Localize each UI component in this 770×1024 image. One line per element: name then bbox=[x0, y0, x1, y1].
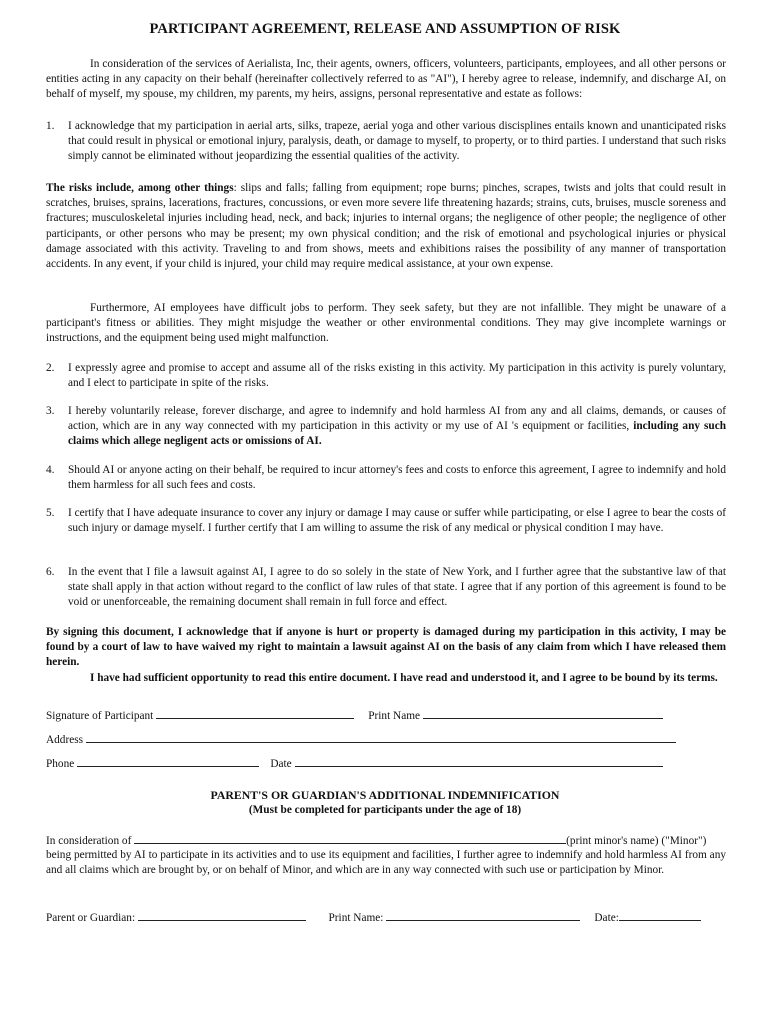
clause-3-text: I hereby voluntarily release, forever discharge, and agree to indemnify and hold harmless AI from any and all claims, demands, or causes of action, which are in any way connected with my participation in this activity or my use of AI 's equipment or facilities, bbox=[68, 405, 726, 433]
guardian-date-field[interactable] bbox=[619, 909, 701, 921]
clause-number: 4. bbox=[46, 464, 55, 476]
address-field[interactable] bbox=[86, 731, 676, 743]
address-row bbox=[46, 731, 726, 748]
address-label: Address bbox=[46, 734, 84, 746]
clause-text: I acknowledge that my participation in aerial arts, silks, trapeze, aerial yoga and other various discisplines entails known and unanticipated risks that could result in physical or emotional injury, paralysis, death, or damage to myself, to property, or to third parties. I understand that such risks simply cannot be eliminated without jeopardizing the essential qualities of the activity. bbox=[68, 120, 726, 163]
phone-row bbox=[46, 755, 726, 772]
risks-paragraph bbox=[46, 181, 726, 272]
clause-4 bbox=[46, 463, 726, 493]
date-label: Date bbox=[270, 758, 292, 770]
clause-text: I certify that I have adequate insurance to cover any injury or damage I may cause or suffer while participating, or else I agree to bear the costs of such injury or damage myself. I further certify that I am willing to assume the risk of any medical or physical condition I may have. bbox=[68, 507, 726, 535]
phone-field[interactable] bbox=[77, 755, 259, 767]
guardian-subheading: (Must be completed for participants under the age of 18) bbox=[248, 804, 522, 816]
clause-6 bbox=[46, 565, 726, 611]
acknowledgement-paragraph: By signing this document, I acknowledge that if anyone is hurt or property is damaged during my participation in this activity, I may be found by a court of law to have waived my right to maintain a lawsuit against AI on the basis of any claim from which I have released them herein. bbox=[46, 626, 726, 669]
date-field[interactable] bbox=[295, 755, 663, 767]
clause-3 bbox=[46, 404, 726, 450]
phone-label: Phone bbox=[46, 758, 75, 770]
terms-paragraph: I have had sufficient opportunity to read this entire document. I have read and understood it, and I agree to be bound by its terms. bbox=[90, 672, 718, 684]
clause-text: In the event that I file a lawsuit against AI, I agree to do so solely in the state of New York, and I further agree that the substantive law of that state shall apply in that action without regard to the conflict of law rules of that state. I agree that if any portion of this agreement is found to be void or unenforceable, the remaining document shall remain in full force and effect. bbox=[68, 566, 726, 609]
clause-3-bold: including any such claims which allege negligent acts or omissions of AI. bbox=[68, 420, 726, 448]
risks-text: : slips and falls; falling from equipment; rope burns; pinches, scrapes, twists and jolts that could result in scratches, bruises, sprains, lacerations, fractures, concussions, or even more severe life threatening hazards; strains, cuts, bruises, muscle soreness and fractures; musculoskeletal injuries including head, neck, and back; injuries to internal organs; the negligence of other people; the negligence of other participants, or other persons who may be present; my own physical condition; and the risk of emotional and psychological injuries or physical damage associated with this activity. Traveling to and from shows, meets and exhibitions raises the possibility of any manner of transportation accidents. In any event, if your child is injured, your child may require medical assistance, at your own expense. bbox=[46, 182, 726, 271]
guardian-signature-row bbox=[46, 909, 726, 926]
clause-number: 3. bbox=[46, 405, 55, 417]
guardian-print-name-field[interactable] bbox=[386, 909, 580, 921]
guardian-date-label: Date: bbox=[594, 912, 619, 924]
print-name-label: Print Name bbox=[368, 710, 421, 722]
minor-name-field[interactable] bbox=[134, 832, 566, 844]
signature-field[interactable] bbox=[156, 707, 354, 719]
parent-signature-field[interactable] bbox=[138, 909, 306, 921]
clause-2 bbox=[46, 361, 726, 391]
clause-text bbox=[68, 404, 726, 450]
risks-lead: The risks include, among other things bbox=[46, 182, 234, 194]
clause-1 bbox=[46, 119, 726, 165]
print-name-field[interactable] bbox=[423, 707, 663, 719]
clause-text: I expressly agree and promise to accept and assume all of the risks existing in this activity. My participation in this activity is purely voluntary, and I elect to participate in spite of the risks. bbox=[68, 362, 726, 390]
guardian-paragraph: being permitted by AI to participate in its activities and to use its equipment and facilities, I further agree to indemnify and hold harmless AI from any and all claims which are brought by, or on behalf of Minor, and which are in any way connected with such use or participation by Minor. bbox=[46, 849, 726, 877]
minor-name-row bbox=[46, 832, 726, 849]
document-title: PARTICIPANT AGREEMENT, RELEASE AND ASSUMPTION OF RISK bbox=[149, 21, 621, 37]
parent-label: Parent or Guardian: bbox=[46, 912, 136, 924]
clause-text: Should AI or anyone acting on their behalf, be required to incur attorney's fees and costs to enforce this agreement, I agree to indemnify and hold them harmless for all such fees and costs. bbox=[68, 464, 726, 492]
intro-paragraph: In consideration of the services of Aerialista, Inc, their agents, owners, officers, volunteers, participants, employees, and all other persons or entities acting in any capacity on their behalf (hereinafter collectively referred to as "AI"), I hereby agree to release, indemnify, and discharge AI, on behalf of myself, my spouse, my children, my parents, my heirs, assigns, personal representative and estate as follows: bbox=[46, 58, 726, 101]
guardian-print-name-label: Print Name: bbox=[328, 912, 384, 924]
signature-row bbox=[46, 707, 726, 724]
signature-label: Signature of Participant bbox=[46, 710, 154, 722]
clause-number: 2. bbox=[46, 362, 55, 374]
clause-number: 5. bbox=[46, 507, 55, 519]
clause-5 bbox=[46, 506, 726, 536]
consideration-prefix: In consideration of bbox=[46, 835, 132, 847]
clause-number: 6. bbox=[46, 566, 55, 578]
guardian-heading: PARENT'S OR GUARDIAN'S ADDITIONAL INDEMNIFICATION bbox=[210, 788, 560, 802]
clause-number: 1. bbox=[46, 120, 55, 132]
consideration-suffix: (print minor's name) ("Minor") bbox=[566, 835, 707, 847]
furthermore-paragraph: Furthermore, AI employees have difficult jobs to perform. They seek safety, but they are not infallible. They might be unaware of a participant's fitness or abilities. They might misjudge the weather or other environmental conditions. They may give incomplete warnings or instructions, and the equipment being used might malfunction. bbox=[46, 302, 726, 345]
